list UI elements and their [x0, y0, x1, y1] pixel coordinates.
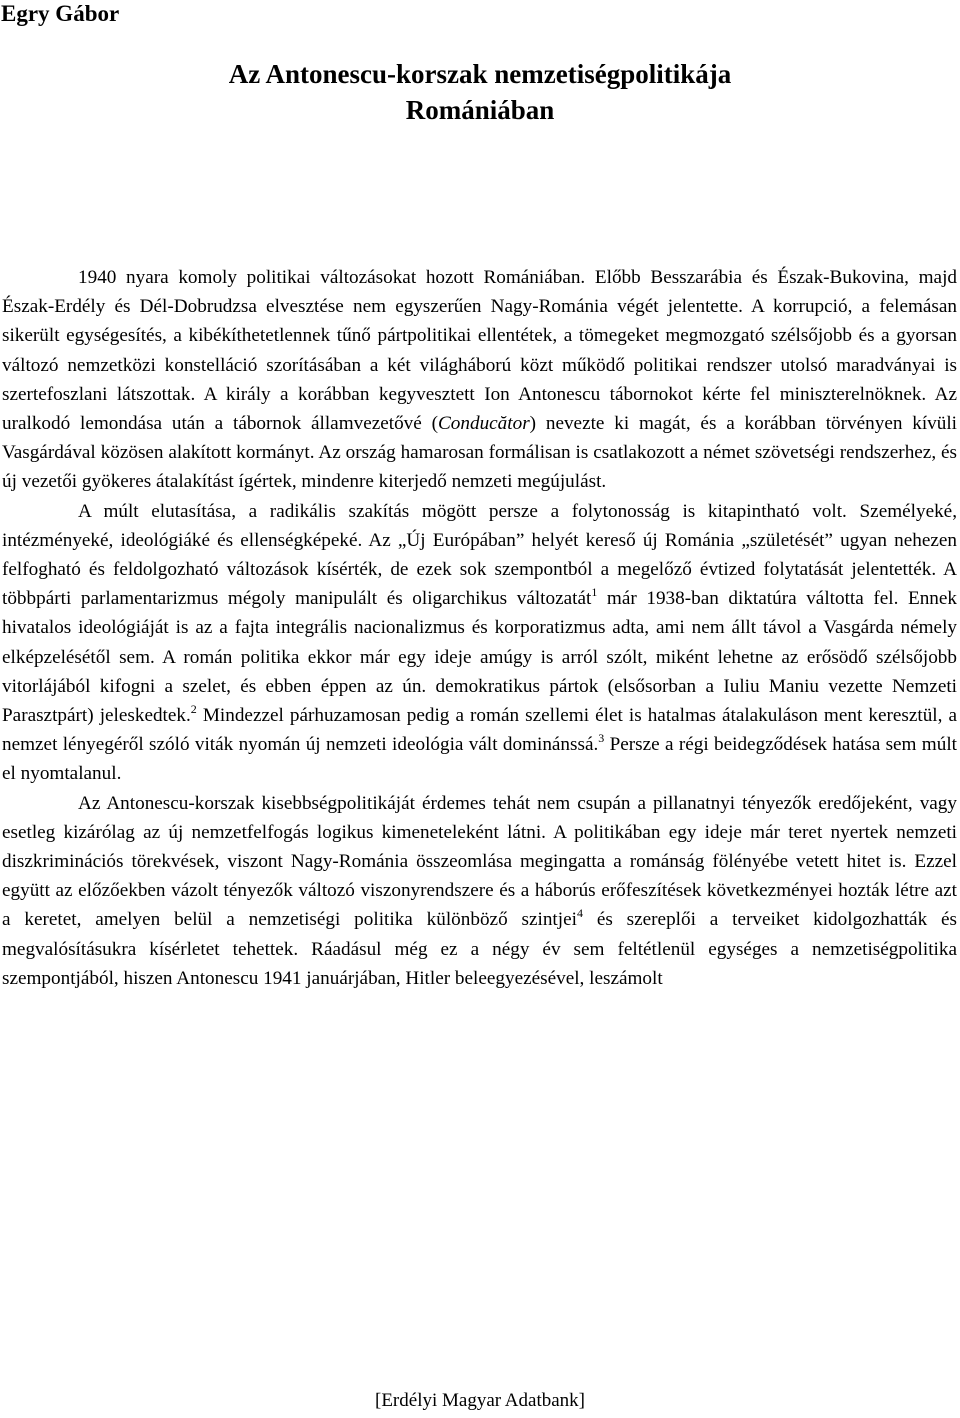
article-title: [0, 56, 960, 128]
footnote-ref-4[interactable]: 4: [576, 906, 583, 921]
italic-term: Conducător: [437, 413, 530, 435]
paragraph-text: Mindezzel párhuzamosan pedig a román szellemi élet is hatalmas átalakuláson ment keresztül, a nemzet lényegéről szóló viták nyomán új nemzeti ideológia vált dominánssá.: [2, 705, 957, 756]
article-body: [2, 263, 957, 993]
paragraph-text: és szereplői a terveiket kidolgozhatták és megvalósításukra kísérletet tehettek. Ráadásul még ez a négy év sem feltétlenül egységes a nemzetiségpolitika szempontjából, hiszen Antonescu 1941 januárjában, Hitler beleegyezésével, leszámolt: [2, 909, 958, 989]
author-name: Egry Gábor: [1, 1, 120, 26]
paragraph-text: 1940 nyara komoly politikai változásokat hozott Romániában. Előbb Besszarábia és Észak-Bukovina, majd Észak-Erdély és Dél-Dobrudzsa elvesztése nem egyszerűen Nagy-Románia végét jelentette. A korrupció, a felemásan sikerült egységesítés, a kibékíthetetlennek tűnő pártpolitikai ellentétek, a tömegeket megmozgató szélsőjobb és a gyorsan változó nemzetközi konstelláció szorításában a két világháború közt működő politikai rendszer utolsó maradványai is szertefoszlani látszottak. A király a korábban kegyvesztett Ion Antonescu tábornokot kérte fel miniszterelnöknek. Az uralkodó lemondása után a tábornok államvezetővé (: [2, 267, 957, 435]
paragraph-1: [2, 263, 957, 497]
paragraph-text: Az Antonescu-korszak kisebbségpolitikáját érdemes tehát nem csupán a pillanatnyi tényezők eredőjeként, vagy esetleg kizárólag az új nemzetfelfogás logikus kimeneteleként látni. A politikában egy ideje már teret nyertek nemzeti diszkriminációs törekvések, viszont Nagy-Románia összeomlása megingatta a románság fölényébe vetett hitet is. Ezzel együtt az előzőekben vázolt tényezők változó viszonyrendszere és a háborús erőfeszítések következményei hozták létre azt a keretet, amelyen belül a nemzetiségi politika különböző szintjei: [2, 792, 957, 931]
footnote-ref-3[interactable]: 3: [598, 731, 605, 746]
article-title-line-1: Az Antonescu-korszak nemzetiségpolitikája: [228, 59, 732, 89]
footnote-ref-1[interactable]: 1: [591, 585, 598, 600]
paragraph-text: Persze a régi beidegződések hatása sem múlt el nyomtalanul.: [2, 734, 957, 785]
paragraph-2: [2, 497, 957, 789]
paragraph-text: ) nevezte ki magát, és a korábban törvényen kívüli Vasgárdával közösen alakított kormányt. Az ország hamarosan formálisan is csatlakozott a német szövetségi rendszerhez, és új vezetői gyökeres átalakítást ígértek, mindenre kiterjedő nemzeti megújulást.: [2, 413, 958, 493]
paragraph-text: már 1938-ban diktatúra váltotta fel. Ennek hivatalos ideológiáját is az a fajta integrális nacionalizmus és korporatizmus adta, ami nem állt távol a Vasgárda némely elképzelésétől sem. A román politika ekkor már egy ideje amúgy is arról szólt, miként lehetne az erősödő szélsőjobb vitorlájából kifogni a szelet, és ebben éppen az ún. demokratikus pártok (elsősorban a Iuliu Maniu vezette Nemzeti Parasztpárt) jeleskedtek.: [2, 588, 957, 727]
paragraph-3: [2, 789, 957, 993]
footnote-ref-2[interactable]: 2: [190, 702, 197, 717]
page-footer: [Erdélyi Magyar Adatbank]: [375, 1390, 585, 1411]
paragraph-text: A múlt elutasítása, a radikális szakítás mögött persze a folytonosság is kitapintható volt. Személyeké, intézményeké, ideológiáké és ellenségképeké. Az „Új Európában” helyét kereső új Románia „születését” ugyan nehezen felfogható és feldolgozható változások kísérték, de ezek sok szempontból a megelőző évtized folytatását jelentették. A többpárti parlamentarizmus mégoly manipulált és oligarchikus változatát: [2, 500, 957, 610]
article-title-line-2: Romániában: [405, 95, 555, 125]
